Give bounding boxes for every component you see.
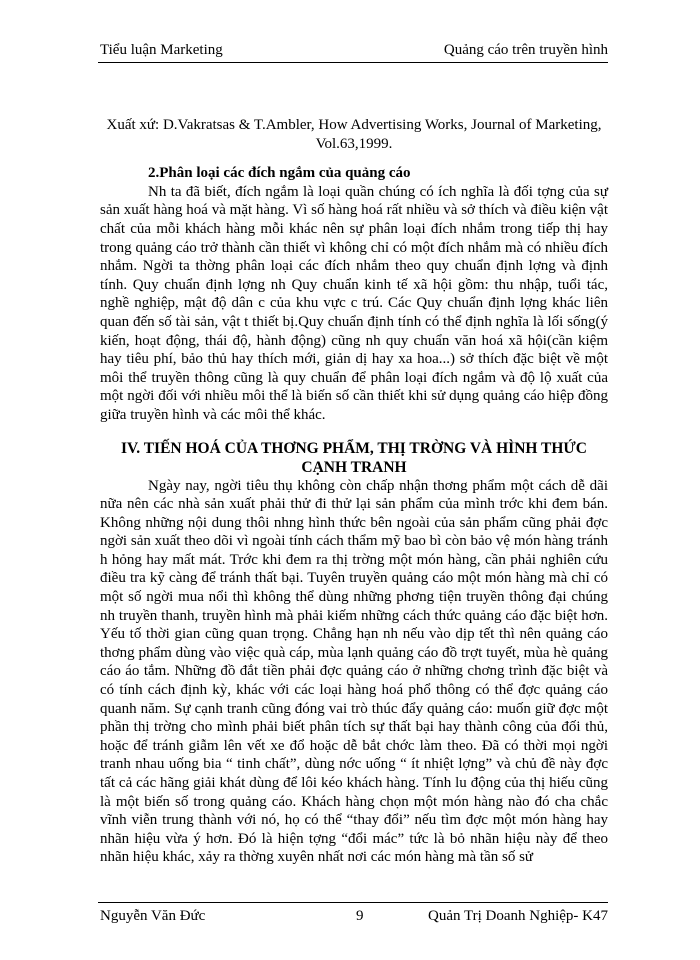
footer-page-number: 9: [356, 908, 364, 924]
page-header: [100, 42, 608, 59]
chapter-heading-evolution: IV. TIẾN HOÁ CỦA THƠNG PHẨM, THỊ TRỜNG VÀ HÌNH THỨC CẠNH TRANH: [121, 439, 587, 476]
chapter-paragraph-evolution: Ngày nay, ngời tiêu thụ không còn chấp nhận thơng phẩm một cách dễ dãi nữa nên các nhà sản xuất phải thử đi thử lại sản phẩm của mình trớc khi đem bán. Không những nội dung thôi nhng hình thức bên ngoài của sản phẩm cũng phải đợc ngời sản xuất theo dõi vì ngoài tính cách thẩm mỹ bao bì còn bảo vệ món hàng tránh h hỏng hay mất mát. Trớc khi đem ra thị trờng một món hàng, cần phải nghiên cứu điều tra kỹ càng để tránh thất bại. Tuyên truyền quảng cáo một món hàng mà chỉ có một số ngời mua nổi thì không thể dùng những phơng tiện truyền thông đại chúng nh truyền thanh, truyền hình mà phải kiếm những cách thức quảng cáo đặc biệt hơn. Yếu tố thời gian cũng quan trọng. Chẳng hạn nh nếu vào dịp tết thì nên quảng cáo thơng phẩm dùng vào việc quà cáp, mùa lạnh quảng cáo đồ trợt tuyết, mùa hè quảng cáo áo tắm. Những đồ đắt tiền phải đợc quảng cáo ở những chơng trình đặc biệt và có tính cách định kỳ, khác với các loại hàng hoá phổ thông có thể đợc quảng cáo quanh năm. Sự cạnh tranh cũng đóng vai trò thúc đẩy quảng cáo: muốn giữ đợc một phần thị trờng cho mình phải biết phân tích sự thất bại hay thành công của đối thủ, hoặc để tránh giẫm lên vết xe đổ hoặc dễ bắt chớc làm theo. Đã có thời mọi ngời tranh nhau uống bia “ tinh chất”, dùng nớc uống “ ít nhiệt lợng” và chủ đề này đợc tất cả các hãng giải khát dùng để lôi kéo khách hàng. Tính lu động của thị hiếu cũng là một biến số trong quảng cáo. Khách hàng chọn một món hàng nào đó cha chắc vĩnh viễn trung thành với nó, họ có thể “thay đổi” nếu tìm đợc một món hàng hay nhãn hiệu vừa ý hơn. Đó là hiện tợng “đổi mác” tức là bỏ nhãn hiệu này để theo nhãn hiệu khác, xảy ra thờng xuyên nhất nơi các món hàng mà tần số sử: [100, 477, 608, 866]
header-left-title: Tiểu luận Marketing: [100, 42, 223, 58]
footer-author: Nguyễn Văn Đức: [100, 908, 206, 924]
section-paragraph-target-classification: Nh ta đã biết, đích ngắm là loại quần chúng có ích nghĩa là đối tợng của sự sản xuất hàng hoá và mặt hàng. Vì số hàng hoá rất nhiều và sở thích và điều kiện vật chất của mỗi khách hàng mỗi khác nên sự phân loại đích nhắm trong tiếp thị hay trong quảng cáo trở thành cần thiết vì không chỉ có một đích nhắm mà có nhiều đích nhắm. Ngời ta thờng phân loại các đích nhắm theo quy chuẩn định lợng và định tính. Quy chuẩn định lợng nh Quy chuẩn kinh tế xã hội gồm: thu nhập, tuổi tác, nghề nghiệp, mật độ dân c của khu vực c trú. Các Quy chuẩn định lợng khác liên quan đến số tài sản, vật t thiết bị.Quy chuẩn định tính có thể định nghĩa là lối sống(ý kiến, hoạt động, thái độ, hành động) cũng nh quy chuẩn văn hoá xã hội(cần kiệm hay tiêu phí, bảo thủ hay thích mới, giản dị hay xa hoa...) sở thích đặc biệt về một môi thể truyền thông cũng là quy chuẩn để phân loại đích ngắm và độ lộ xuất của một ngời đối với nhiều môi thể là biến số cần thiết khi sử dụng quảng cáo hiệp đồng giữa truyền hình và các môi thể khác.: [100, 183, 608, 423]
source-citation: Xuất xứ: D.Vakratsas & T.Ambler, How Advertising Works, Journal of Marketing, Vol.63,1999.: [106, 117, 602, 152]
footer-divider: [98, 902, 608, 903]
page-body: [100, 116, 608, 867]
footer-department: Quản Trị Doanh Nghiệp- K47: [428, 908, 608, 924]
header-divider: [98, 62, 608, 63]
section-heading-target-classification: 2.Phân loại các đích ngắm của quảng cáo: [148, 165, 411, 182]
header-right-title: Quảng cáo trên truyền hình: [443, 42, 608, 58]
